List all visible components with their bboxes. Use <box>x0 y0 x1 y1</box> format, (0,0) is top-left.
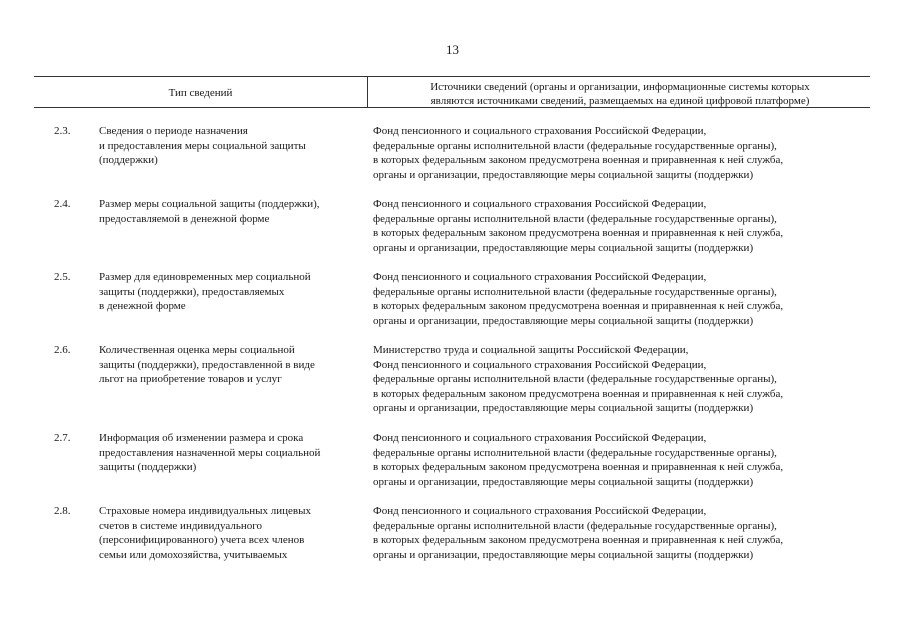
row-sources: Фонд пенсионного и социального страхования Российской Федерации, федеральные органы исполнительной власти (федеральные государственные органы), в которых федеральным законом предусмотрена военная и приравненная к ней служба, органы и организации, предоставляющие меры социальной защиты (поддержки) <box>373 198 784 254</box>
table-row <box>0 504 905 577</box>
row-type: Информация об изменении размера и срока предоставления назначенной меры социальной защиты (поддержки) <box>99 432 321 473</box>
header-rule-bottom <box>34 107 870 108</box>
row-type: Размер для единовременных мер социальной защиты (поддержки), предоставляемых в денежной форме <box>99 271 311 312</box>
table-row <box>0 343 905 431</box>
row-type: Страховые номера индивидуальных лицевых счетов в системе индивидуального (персонифицированного) учета всех членов семьи или домохозяйства, учитываемых <box>99 505 311 561</box>
row-number: 2.8. <box>54 505 71 517</box>
row-type: Количественная оценка меры социальной защиты (поддержки), предоставленной в виде льгот на приобретение товаров и услуг <box>99 344 315 385</box>
row-number: 2.5. <box>54 271 71 283</box>
row-number: 2.7. <box>54 432 71 444</box>
header-column-divider <box>367 76 368 107</box>
header-type-column: Тип сведений <box>168 87 233 99</box>
row-number: 2.4. <box>54 198 71 210</box>
row-type: Размер меры социальной защиты (поддержки), предоставляемой в денежной форме <box>99 198 320 225</box>
table-body <box>0 124 905 577</box>
row-number: 2.6. <box>54 344 71 356</box>
row-type: Сведения о периоде назначения и предоставления меры социальной защиты (поддержки) <box>99 125 306 166</box>
header-rule-top <box>34 76 870 77</box>
row-number: 2.3. <box>54 125 71 137</box>
row-sources: Министерство труда и социальной защиты Российской Федерации, Фонд пенсионного и социального страхования Российской Федерации, федеральные органы исполнительной власти (федеральные государственные органы), в которых федеральным законом предусмотрена военная и приравненная к ней служба, органы и организации, предоставляющие меры социальной защиты (поддержки) <box>373 344 784 414</box>
row-sources: Фонд пенсионного и социального страхования Российской Федерации, федеральные органы исполнительной власти (федеральные государственные органы), в которых федеральным законом предусмотрена военная и приравненная к ней служба, органы и организации, предоставляющие меры социальной защиты (поддержки) <box>373 271 784 327</box>
header-sources-column: Источники сведений (органы и организации, информационные системы которых являются источниками сведений, размещаемых на единой цифровой платформе) <box>430 81 810 107</box>
table-row <box>0 124 905 197</box>
table-row <box>0 270 905 343</box>
table-row <box>0 431 905 504</box>
row-sources: Фонд пенсионного и социального страхования Российской Федерации, федеральные органы исполнительной власти (федеральные государственные органы), в которых федеральным законом предусмотрена военная и приравненная к ней служба, органы и организации, предоставляющие меры социальной защиты (поддержки) <box>373 125 784 181</box>
table-row <box>0 197 905 270</box>
page-number: 13 <box>446 42 459 57</box>
row-sources: Фонд пенсионного и социального страхования Российской Федерации, федеральные органы исполнительной власти (федеральные государственные органы), в которых федеральным законом предусмотрена военная и приравненная к ней служба, органы и организации, предоставляющие меры социальной защиты (поддержки) <box>373 432 784 488</box>
row-sources: Фонд пенсионного и социального страхования Российской Федерации, федеральные органы исполнительной власти (федеральные государственные органы), в которых федеральным законом предусмотрена военная и приравненная к ней служба, органы и организации, предоставляющие меры социальной защиты (поддержки) <box>373 505 784 561</box>
